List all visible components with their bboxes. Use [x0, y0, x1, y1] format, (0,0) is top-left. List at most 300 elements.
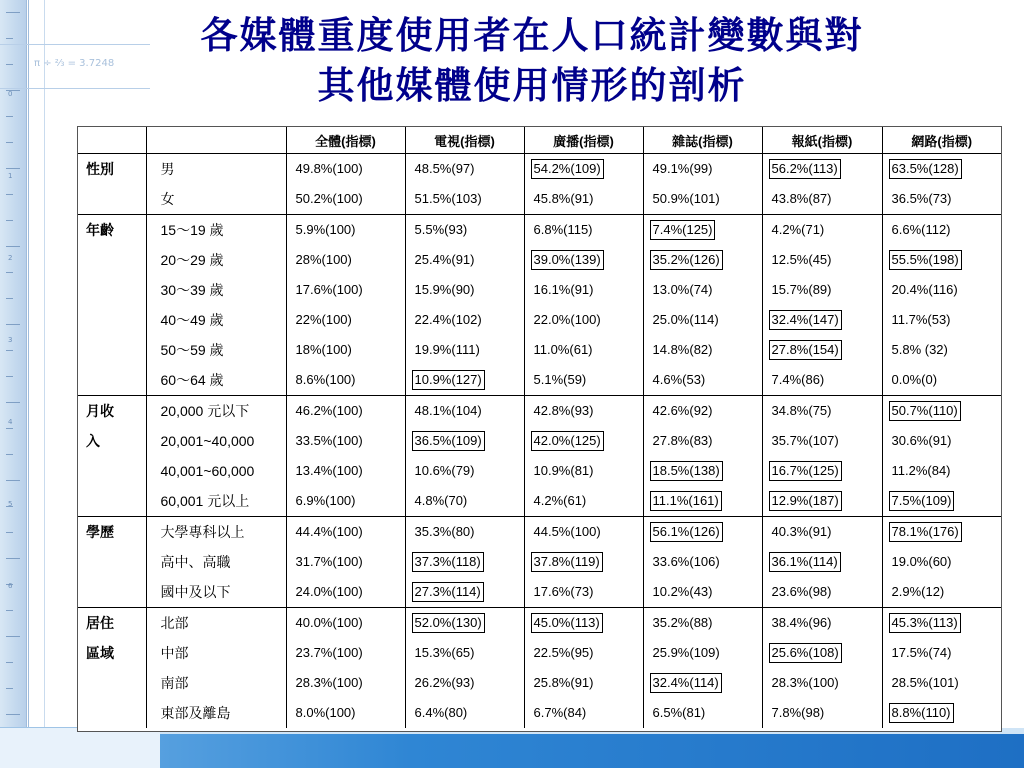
value-cell: [286, 245, 405, 275]
value-cell: [524, 275, 643, 305]
value-cell: [286, 275, 405, 305]
highlighted-value: 7.5%(109): [889, 491, 955, 511]
table-row: [78, 608, 1001, 639]
ruler-number: 1: [8, 172, 13, 180]
cell-value: 35.7%(107): [771, 433, 839, 448]
row-label: 南部: [146, 668, 286, 698]
table-row: [78, 275, 1001, 305]
category-cell: 入: [78, 426, 146, 456]
value-cell: [762, 456, 882, 486]
value-cell: [405, 668, 524, 698]
value-cell: [882, 547, 1001, 577]
cell-value: 26.2%(93): [414, 675, 475, 690]
value-cell: [405, 215, 524, 246]
category-cell: [78, 275, 146, 305]
category-cell: [78, 245, 146, 275]
cell-value: 10.6%(79): [414, 463, 475, 478]
highlighted-value: 63.5%(128): [889, 159, 962, 179]
row-label: 30～39 歲: [146, 275, 286, 305]
highlighted-value: 52.0%(130): [412, 613, 485, 633]
cell-value: 36.5%(73): [891, 191, 952, 206]
value-cell: [762, 426, 882, 456]
media-usage-table: [77, 126, 1002, 732]
row-label: 高中、高職: [146, 547, 286, 577]
value-cell: [882, 305, 1001, 335]
cell-value: 7.8%(98): [771, 705, 825, 720]
value-cell: [524, 608, 643, 639]
ruler-tick: [6, 142, 13, 143]
table-row: [78, 456, 1001, 486]
row-label: 15～19 歲: [146, 215, 286, 246]
category-cell: [78, 698, 146, 728]
cell-value: 25.9%(109): [652, 645, 720, 660]
cell-value: 13.0%(74): [652, 282, 713, 297]
table-row: [78, 184, 1001, 215]
cell-value: 6.9%(100): [295, 493, 356, 508]
decor-formula: π ÷ ⅔ = 3.7248: [34, 58, 115, 69]
ruler-tick: [6, 194, 13, 195]
value-cell: [643, 486, 762, 517]
value-cell: [405, 305, 524, 335]
cell-value: 4.6%(53): [652, 372, 706, 387]
highlighted-value: 35.2%(126): [650, 250, 723, 270]
cell-value: 44.4%(100): [295, 524, 363, 539]
ruler-tick: [6, 350, 13, 351]
row-label: 20～29 歲: [146, 245, 286, 275]
cell-value: 40.0%(100): [295, 615, 363, 630]
value-cell: [762, 154, 882, 185]
cell-value: 51.5%(103): [414, 191, 482, 206]
table-row: [78, 668, 1001, 698]
value-cell: [524, 245, 643, 275]
ruler-tick: [6, 636, 20, 637]
value-cell: [643, 335, 762, 365]
ruler-number: 3: [8, 336, 13, 344]
value-cell: [882, 698, 1001, 728]
value-cell: [524, 335, 643, 365]
category-cell: 居住: [78, 608, 146, 639]
value-cell: [405, 396, 524, 427]
value-cell: [762, 335, 882, 365]
row-label: 20,001~40,000: [146, 426, 286, 456]
value-cell: [286, 668, 405, 698]
value-cell: [882, 215, 1001, 246]
cell-value: 22%(100): [295, 312, 352, 327]
ruler-tick: [6, 116, 13, 117]
highlighted-value: 37.8%(119): [531, 552, 603, 572]
value-cell: [286, 638, 405, 668]
decor-line: [28, 0, 29, 768]
highlighted-value: 36.1%(114): [769, 552, 841, 572]
value-cell: [882, 608, 1001, 639]
row-label: 60～64 歲: [146, 365, 286, 396]
highlighted-value: 18.5%(138): [650, 461, 723, 481]
table-row: [78, 365, 1001, 396]
cell-value: 11.2%(84): [891, 463, 951, 478]
value-cell: [524, 154, 643, 185]
ruler-strip: [0, 0, 27, 768]
value-cell: [882, 668, 1001, 698]
cell-value: 33.6%(106): [652, 554, 720, 569]
column-header: 報紙(指標): [762, 127, 882, 154]
value-cell: [405, 245, 524, 275]
column-header: [78, 127, 146, 154]
value-cell: [286, 698, 405, 728]
value-cell: [762, 184, 882, 215]
row-label: 大學專科以上: [146, 517, 286, 548]
value-cell: [286, 396, 405, 427]
value-cell: [405, 456, 524, 486]
category-cell: [78, 486, 146, 517]
value-cell: [643, 365, 762, 396]
value-cell: [643, 668, 762, 698]
cell-value: 50.2%(100): [295, 191, 363, 206]
value-cell: [524, 698, 643, 728]
value-cell: [643, 698, 762, 728]
value-cell: [643, 456, 762, 486]
value-cell: [286, 154, 405, 185]
value-cell: [524, 577, 643, 608]
value-cell: [882, 426, 1001, 456]
row-label: 50～59 歲: [146, 335, 286, 365]
cell-value: 42.6%(92): [652, 403, 713, 418]
value-cell: [882, 275, 1001, 305]
cell-value: 6.4%(80): [414, 705, 468, 720]
highlighted-value: 78.1%(176): [889, 522, 962, 542]
ruler-tick: [6, 480, 20, 481]
highlighted-value: 56.1%(126): [650, 522, 723, 542]
value-cell: [762, 245, 882, 275]
cell-value: 17.6%(73): [533, 584, 594, 599]
cell-value: 2.9%(12): [891, 584, 945, 599]
value-cell: [643, 517, 762, 548]
column-header: 雜誌(指標): [643, 127, 762, 154]
value-cell: [643, 426, 762, 456]
value-cell: [286, 486, 405, 517]
category-cell: [78, 668, 146, 698]
cell-value: 6.7%(84): [533, 705, 587, 720]
highlighted-value: 54.2%(109): [531, 159, 604, 179]
cell-value: 4.2%(61): [533, 493, 587, 508]
row-label: 國中及以下: [146, 577, 286, 608]
cell-value: 25.0%(114): [652, 312, 719, 327]
row-label: 男: [146, 154, 286, 185]
value-cell: [286, 215, 405, 246]
cell-value: 18%(100): [295, 342, 352, 357]
highlighted-value: 45.3%(113): [889, 613, 961, 633]
value-cell: [286, 517, 405, 548]
row-label: 中部: [146, 638, 286, 668]
table-row: [78, 638, 1001, 668]
cell-value: 50.9%(101): [652, 191, 720, 206]
value-cell: [405, 426, 524, 456]
cell-value: 8.0%(100): [295, 705, 356, 720]
ruler-number: 0: [8, 90, 13, 98]
cell-value: 5.5%(93): [414, 222, 468, 237]
ruler-tick: [6, 324, 20, 325]
value-cell: [286, 335, 405, 365]
value-cell: [882, 365, 1001, 396]
cell-value: 8.6%(100): [295, 372, 356, 387]
highlighted-value: 56.2%(113): [769, 159, 841, 179]
value-cell: [286, 547, 405, 577]
table-row: [78, 215, 1001, 246]
value-cell: [524, 517, 643, 548]
category-cell: 區域: [78, 638, 146, 668]
value-cell: [286, 184, 405, 215]
value-cell: [524, 456, 643, 486]
value-cell: [882, 184, 1001, 215]
cell-value: 0.0%(0): [891, 372, 938, 387]
value-cell: [286, 608, 405, 639]
slide-title: [40, 10, 1024, 110]
value-cell: [643, 396, 762, 427]
ruler-tick: [6, 298, 13, 299]
cell-value: 49.1%(99): [652, 161, 713, 176]
ruler-tick: [6, 428, 13, 429]
row-label: 60,001 元以上: [146, 486, 286, 517]
ruler-tick: [6, 688, 13, 689]
value-cell: [882, 154, 1001, 185]
category-cell: [78, 365, 146, 396]
row-label: 東部及離島: [146, 698, 286, 728]
value-cell: [405, 335, 524, 365]
value-cell: [882, 456, 1001, 486]
category-cell: [78, 547, 146, 577]
value-cell: [405, 698, 524, 728]
value-cell: [524, 426, 643, 456]
cell-value: 23.7%(100): [295, 645, 363, 660]
value-cell: [762, 215, 882, 246]
category-cell: [78, 335, 146, 365]
value-cell: [762, 517, 882, 548]
value-cell: [524, 184, 643, 215]
highlighted-value: 39.0%(139): [531, 250, 604, 270]
cell-value: 48.5%(97): [414, 161, 475, 176]
cell-value: 35.2%(88): [652, 615, 713, 630]
cell-value: 7.4%(86): [771, 372, 825, 387]
value-cell: [762, 638, 882, 668]
value-cell: [643, 154, 762, 185]
value-cell: [524, 305, 643, 335]
ruler-tick: [6, 376, 13, 377]
cell-value: 42.8%(93): [533, 403, 594, 418]
ruler-tick: [6, 610, 13, 611]
value-cell: [762, 486, 882, 517]
value-cell: [524, 668, 643, 698]
value-cell: [882, 396, 1001, 427]
decor-line: [44, 0, 45, 768]
column-header: 電視(指標): [405, 127, 524, 154]
highlighted-value: 16.7%(125): [769, 461, 842, 481]
cell-value: 20.4%(116): [891, 282, 958, 297]
ruler-number: 6: [8, 582, 13, 590]
table-row: [78, 426, 1001, 456]
highlighted-value: 36.5%(109): [412, 431, 485, 451]
cell-value: 10.9%(81): [533, 463, 594, 478]
category-cell: [78, 305, 146, 335]
category-cell: 性別: [78, 154, 146, 185]
value-cell: [524, 486, 643, 517]
highlighted-value: 42.0%(125): [531, 431, 604, 451]
value-cell: [405, 608, 524, 639]
cell-value: 6.8%(115): [533, 222, 593, 237]
cell-value: 5.8% (32): [891, 342, 948, 357]
value-cell: [643, 305, 762, 335]
table-row: [78, 698, 1001, 728]
highlighted-value: 50.7%(110): [889, 401, 961, 421]
ruler-tick: [6, 12, 20, 13]
column-header: [146, 127, 286, 154]
row-label: 40,001~60,000: [146, 456, 286, 486]
ruler-tick: [6, 272, 13, 273]
cell-value: 17.5%(74): [891, 645, 952, 660]
value-cell: [643, 638, 762, 668]
cell-value: 15.3%(65): [414, 645, 475, 660]
title-line-2: 其他媒體使用情形的剖析: [317, 63, 747, 107]
value-cell: [524, 215, 643, 246]
cell-value: 49.8%(100): [295, 161, 363, 176]
table-row: [78, 577, 1001, 608]
highlighted-value: 25.6%(108): [769, 643, 842, 663]
cell-value: 6.6%(112): [891, 222, 951, 237]
value-cell: [405, 154, 524, 185]
table-row: [78, 486, 1001, 517]
cell-value: 28%(100): [295, 252, 352, 267]
ruler-number: 4: [8, 418, 13, 426]
value-cell: [405, 365, 524, 396]
cell-value: 25.4%(91): [414, 252, 475, 267]
table-row: [78, 396, 1001, 427]
highlighted-value: 8.8%(110): [889, 703, 954, 723]
value-cell: [882, 517, 1001, 548]
cell-value: 24.0%(100): [295, 584, 363, 599]
data-table: [78, 127, 1001, 728]
value-cell: [762, 365, 882, 396]
cell-value: 4.8%(70): [414, 493, 468, 508]
cell-value: 45.8%(91): [533, 191, 594, 206]
cell-value: 40.3%(91): [771, 524, 832, 539]
table-row: [78, 335, 1001, 365]
ruler-tick: [6, 662, 13, 663]
table-row: [78, 305, 1001, 335]
value-cell: [405, 638, 524, 668]
ruler-tick: [6, 246, 20, 247]
cell-value: 23.6%(98): [771, 584, 832, 599]
cell-value: 19.9%(111): [414, 342, 480, 357]
cell-value: 22.4%(102): [414, 312, 482, 327]
highlighted-value: 12.9%(187): [769, 491, 842, 511]
highlighted-value: 45.0%(113): [531, 613, 603, 633]
value-cell: [882, 577, 1001, 608]
value-cell: [524, 365, 643, 396]
category-cell: [78, 456, 146, 486]
cell-value: 25.8%(91): [533, 675, 594, 690]
value-cell: [762, 396, 882, 427]
cell-value: 28.3%(100): [295, 675, 363, 690]
ruler-number: 2: [8, 254, 13, 262]
value-cell: [762, 547, 882, 577]
ruler-tick: [6, 454, 13, 455]
ruler-tick: [6, 64, 13, 65]
title-line-1: 各媒體重度使用者在人口統計變數與對: [200, 13, 864, 57]
cell-value: 11.0%(61): [533, 342, 593, 357]
ruler-tick: [6, 714, 20, 715]
ruler-tick: [6, 532, 13, 533]
cell-value: 10.2%(43): [652, 584, 713, 599]
row-label: 北部: [146, 608, 286, 639]
value-cell: [643, 608, 762, 639]
cell-value: 17.6%(100): [295, 282, 363, 297]
highlighted-value: 27.3%(114): [412, 582, 484, 602]
cell-value: 5.9%(100): [295, 222, 356, 237]
cell-value: 15.9%(90): [414, 282, 475, 297]
highlighted-value: 27.8%(154): [769, 340, 842, 360]
bottom-box: [0, 727, 160, 768]
cell-value: 31.7%(100): [295, 554, 363, 569]
highlighted-value: 7.4%(125): [650, 220, 716, 240]
value-cell: [405, 275, 524, 305]
cell-value: 28.3%(100): [771, 675, 839, 690]
value-cell: [643, 275, 762, 305]
value-cell: [405, 184, 524, 215]
value-cell: [286, 365, 405, 396]
value-cell: [882, 335, 1001, 365]
cell-value: 12.5%(45): [771, 252, 832, 267]
cell-value: 46.2%(100): [295, 403, 363, 418]
value-cell: [524, 396, 643, 427]
value-cell: [405, 547, 524, 577]
highlighted-value: 55.5%(198): [889, 250, 962, 270]
table-row: [78, 547, 1001, 577]
table-row: [78, 245, 1001, 275]
category-cell: 學歷: [78, 517, 146, 548]
column-header: 全體(指標): [286, 127, 405, 154]
cell-value: 6.5%(81): [652, 705, 706, 720]
value-cell: [882, 638, 1001, 668]
highlighted-value: 10.9%(127): [412, 370, 485, 390]
row-label: 女: [146, 184, 286, 215]
cell-value: 44.5%(100): [533, 524, 601, 539]
value-cell: [762, 668, 882, 698]
column-header: 網路(指標): [882, 127, 1001, 154]
table-row: [78, 517, 1001, 548]
column-header: 廣播(指標): [524, 127, 643, 154]
cell-value: 14.8%(82): [652, 342, 713, 357]
category-cell: 月收: [78, 396, 146, 427]
cell-value: 16.1%(91): [533, 282, 594, 297]
ruler-tick: [6, 220, 13, 221]
ruler-tick: [6, 168, 20, 169]
value-cell: [762, 698, 882, 728]
cell-value: 5.1%(59): [533, 372, 587, 387]
value-cell: [762, 577, 882, 608]
value-cell: [286, 305, 405, 335]
cell-value: 48.1%(104): [414, 403, 482, 418]
cell-value: 38.4%(96): [771, 615, 832, 630]
value-cell: [524, 547, 643, 577]
ruler-number: 5: [8, 500, 13, 508]
highlighted-value: 37.3%(118): [412, 552, 484, 572]
value-cell: [524, 638, 643, 668]
value-cell: [643, 577, 762, 608]
cell-value: 35.3%(80): [414, 524, 475, 539]
value-cell: [405, 517, 524, 548]
cell-value: 33.5%(100): [295, 433, 363, 448]
cell-value: 30.6%(91): [891, 433, 952, 448]
row-label: 40～49 歲: [146, 305, 286, 335]
cell-value: 27.8%(83): [652, 433, 713, 448]
